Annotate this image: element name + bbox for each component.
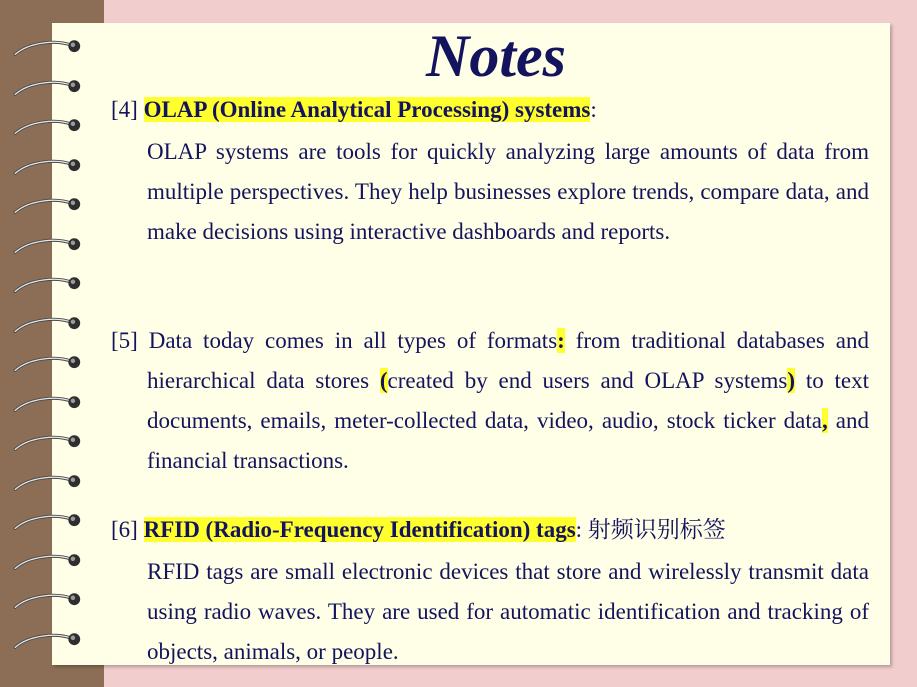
spiral-ring-icon bbox=[8, 196, 86, 216]
spiral-ring-icon bbox=[8, 512, 86, 532]
note-body: RFID tags are small electronic devices that store and wirelessly transmit data using radio waves. They are used for automatic identification and tracking of objects, animals, or people. bbox=[147, 559, 869, 664]
note-4 bbox=[111, 96, 869, 252]
note-term-suffix: : bbox=[590, 97, 597, 122]
spiral-ring-icon bbox=[8, 394, 86, 414]
spiral-ring-icon bbox=[8, 117, 86, 137]
note-term: RFID (Radio-Frequency Identification) tags bbox=[143, 517, 576, 542]
note-4-heading bbox=[111, 96, 869, 124]
note-6 bbox=[111, 516, 869, 672]
spiral-ring-icon bbox=[8, 591, 86, 611]
note-5 bbox=[111, 321, 869, 481]
spiral-ring-icon bbox=[8, 315, 86, 335]
note-number: [6] bbox=[111, 517, 138, 542]
note-number: [5] bbox=[111, 328, 138, 353]
spiral-ring-icon bbox=[8, 473, 86, 493]
spiral-ring-icon bbox=[8, 552, 86, 572]
spiral-ring-icon bbox=[8, 236, 86, 256]
note-term-suffix: : 射频识别标签 bbox=[575, 517, 726, 542]
note-number: [4] bbox=[111, 97, 138, 122]
note-body: [5] Data today comes in all types of formats: from traditional databases and hierarchical data stores (created by end users and OLAP systems) to text documents, emails, meter-collected data, video, audio, stock ticker data, and financial transactions. bbox=[111, 328, 869, 473]
spiral-ring-icon bbox=[8, 275, 86, 295]
note-term: OLAP (Online Analytical Processing) systems bbox=[143, 97, 591, 122]
spiral-ring-icon bbox=[8, 354, 86, 374]
page-title: Notes bbox=[426, 23, 566, 89]
spiral-ring-icon bbox=[8, 631, 86, 651]
spiral-ring-icon bbox=[8, 157, 86, 177]
note-body: OLAP systems are tools for quickly analyzing large amounts of data from multiple perspectives. They help businesses explore trends, compare data, and make decisions using interactive dashboards and reports. bbox=[147, 139, 869, 244]
spiral-ring-icon bbox=[8, 433, 86, 453]
note-6-heading bbox=[111, 516, 869, 544]
